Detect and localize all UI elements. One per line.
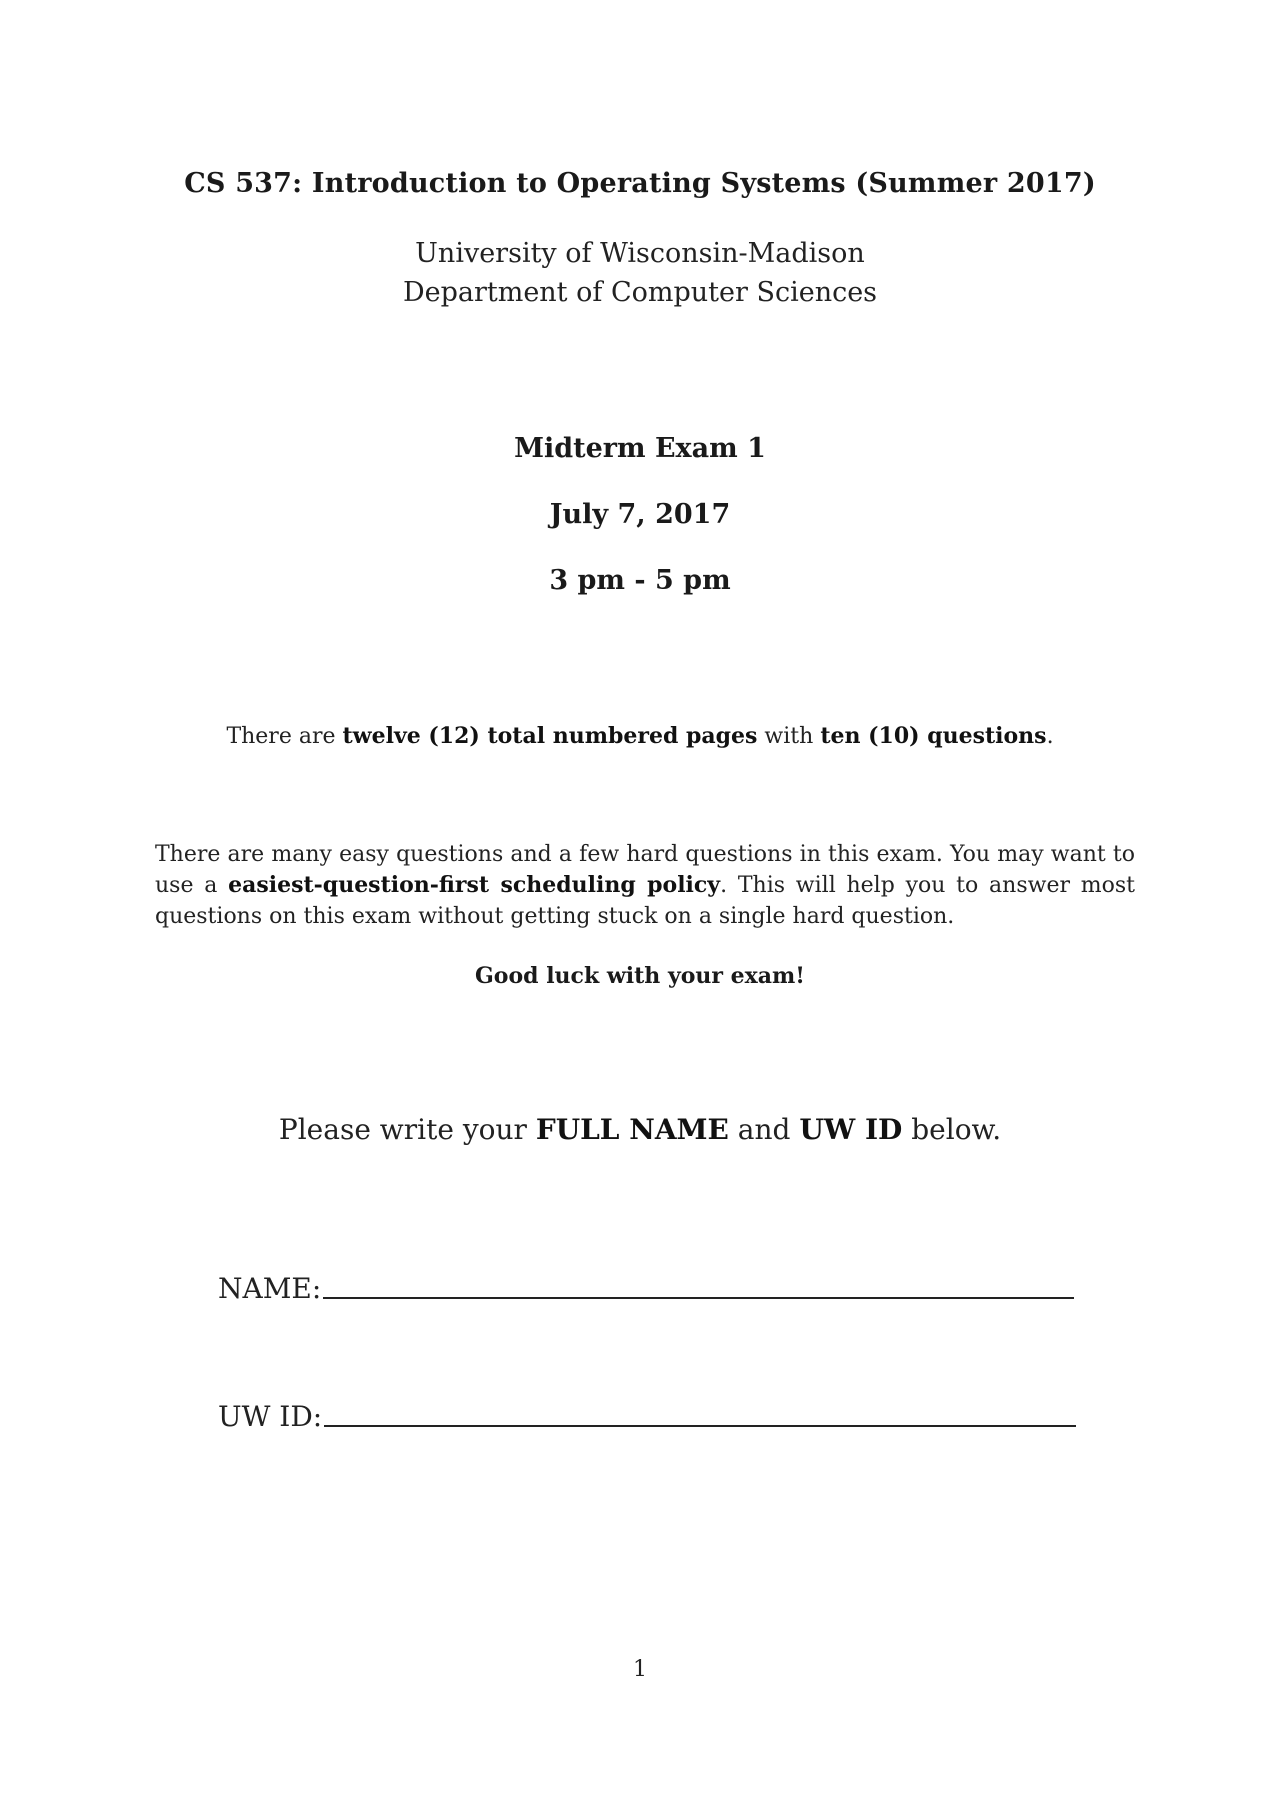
course-title: CS 537: Introduction to Operating Systems (Summer 2017): [184, 168, 1096, 199]
page-number: 1: [633, 1657, 647, 1682]
scheduling-policy: easiest-question-first scheduling policy: [228, 872, 721, 898]
name-id-prompt: [0, 1113, 1280, 1146]
uw-id-blank-line[interactable]: [324, 1424, 1076, 1427]
pages-note-prefix: There are: [226, 724, 343, 749]
prompt-prefix: Please write your: [278, 1113, 536, 1146]
prompt-uw-id: UW ID: [799, 1113, 903, 1146]
department-name: Department of Computer Sciences: [402, 277, 878, 308]
name-field[interactable]: [218, 1272, 1074, 1305]
exam-advice-paragraph: [155, 839, 1135, 932]
advice-text-1: There are many easy questions and a few hard questions in this exam. You may want to use a: [155, 842, 1135, 898]
uw-id-field-label: UW ID:: [218, 1400, 323, 1433]
exam-date: July 7, 2017: [549, 499, 731, 530]
university-name: University of Wisconsin-Madison: [415, 238, 865, 269]
name-blank-line[interactable]: [323, 1296, 1074, 1299]
advice-text-2: . This will help you to answer most questions on this exam without getting stuck on a single hard question.: [155, 873, 1135, 929]
pages-note-middle: with: [757, 724, 821, 749]
pages-count: twelve (12) total numbered pages: [342, 723, 758, 749]
exam-title: Midterm Exam 1: [514, 433, 766, 464]
name-field-label: NAME:: [218, 1272, 322, 1305]
good-luck-message: Good luck with your exam!: [475, 963, 805, 989]
pages-note-suffix: .: [1046, 724, 1054, 749]
questions-count: ten (10) questions: [820, 723, 1047, 749]
uw-id-field[interactable]: [218, 1400, 1076, 1433]
prompt-full-name: FULL NAME: [535, 1113, 729, 1146]
exam-time: 3 pm - 5 pm: [549, 565, 731, 596]
pages-note: [0, 723, 1280, 749]
prompt-middle: and: [728, 1113, 800, 1146]
prompt-suffix: below.: [902, 1113, 1002, 1146]
